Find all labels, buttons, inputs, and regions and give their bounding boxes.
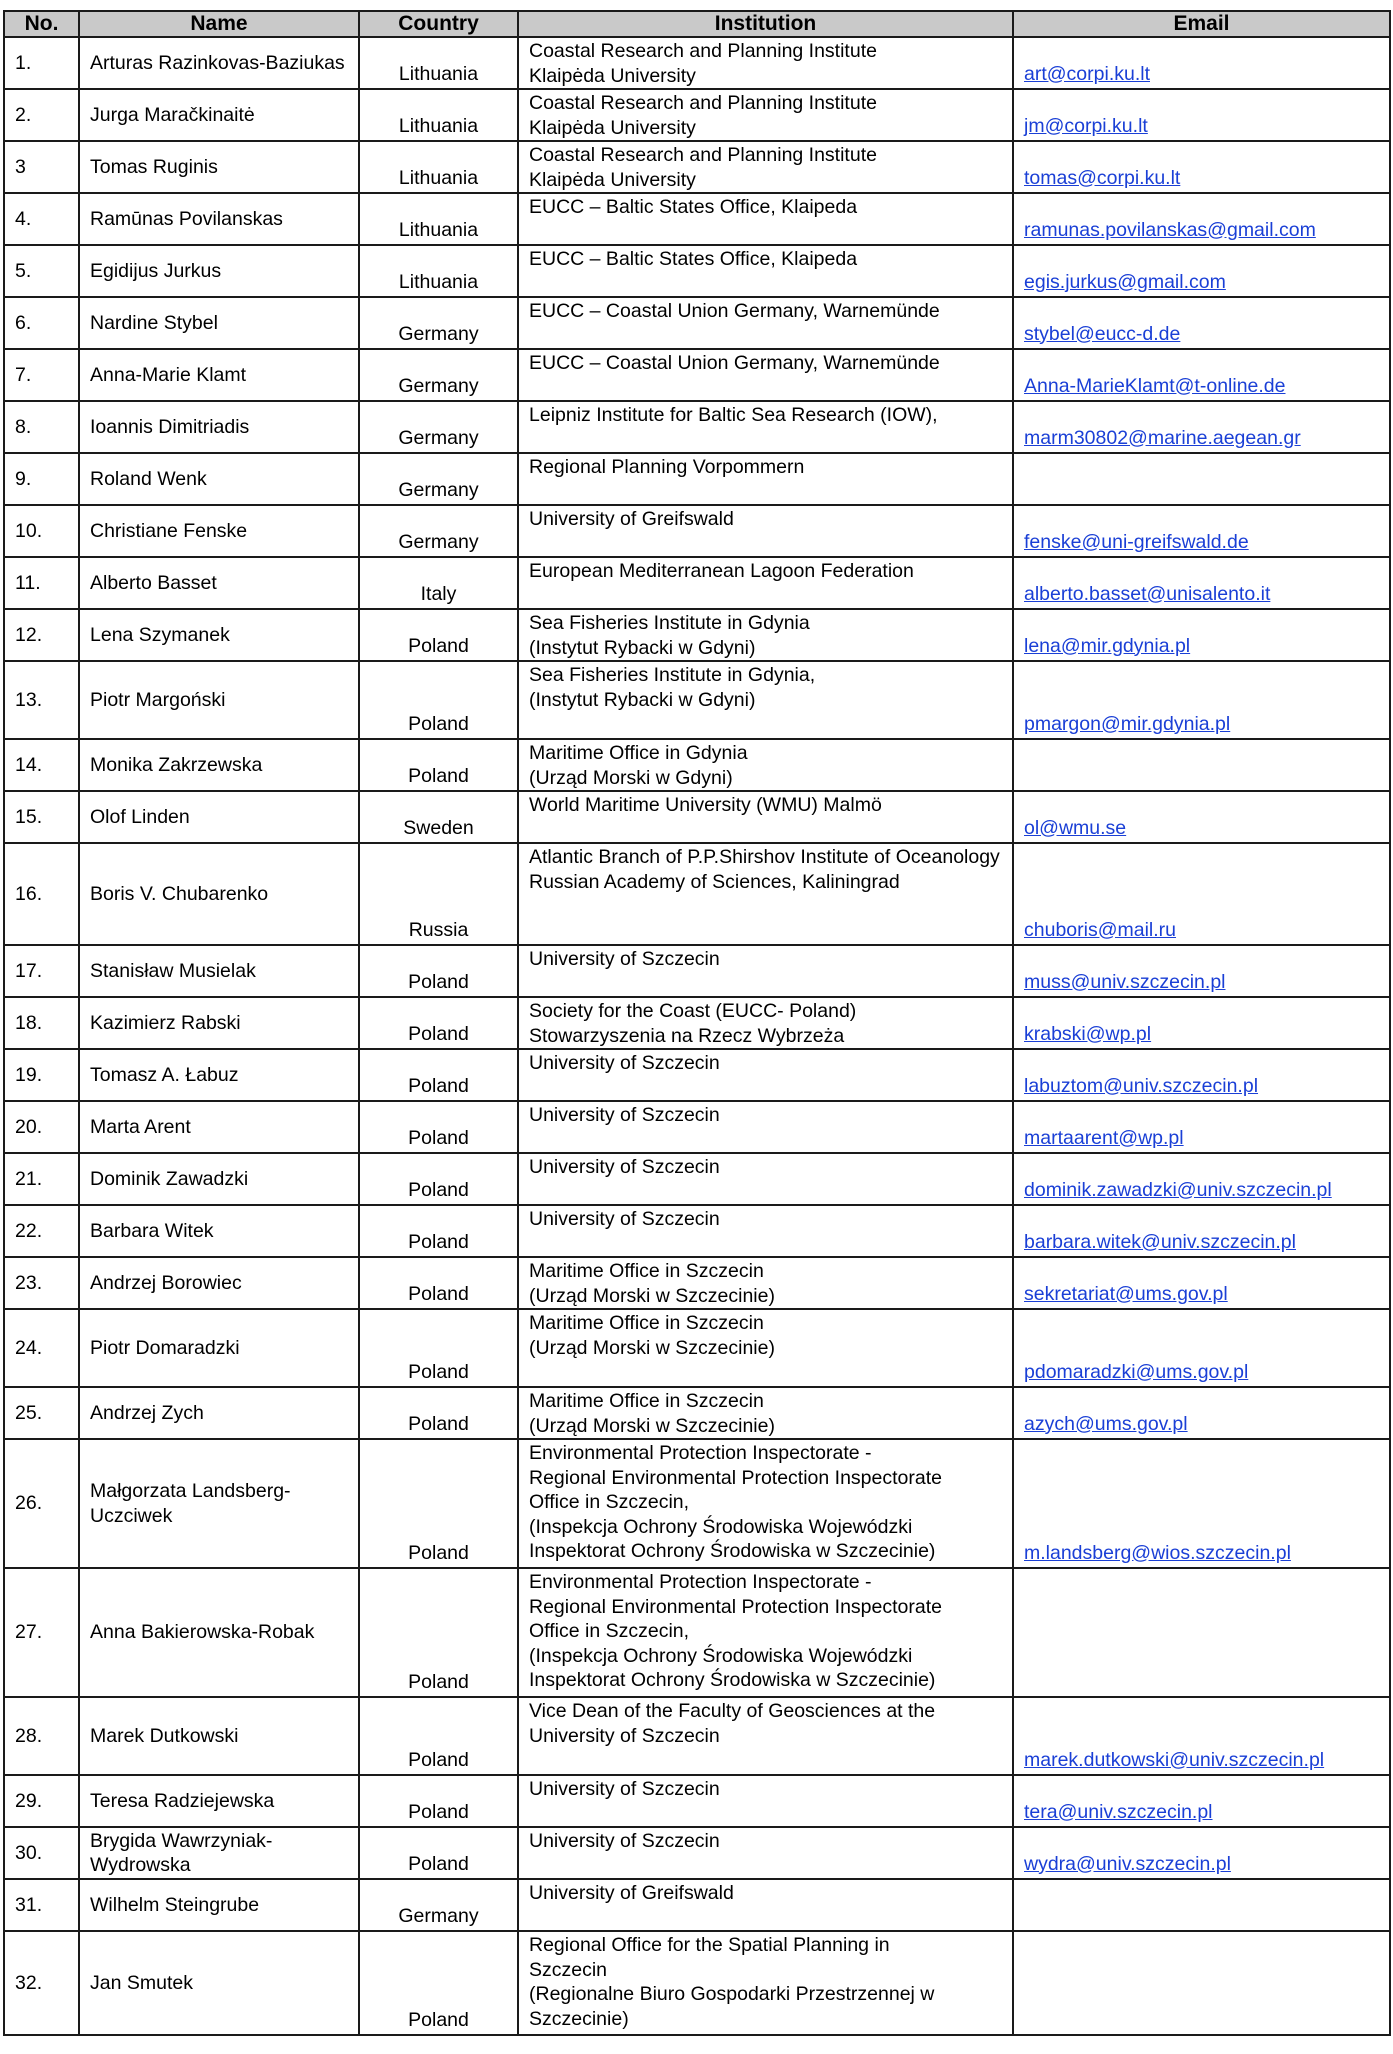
row-number: 17. <box>4 945 79 997</box>
table-row <box>4 739 1390 791</box>
row-number: 3 <box>4 141 79 193</box>
header-row <box>4 11 1390 37</box>
participant-email-cell <box>1013 1931 1390 2035</box>
participant-email-cell <box>1013 1309 1390 1387</box>
participant-email-cell <box>1013 141 1390 193</box>
row-number: 4. <box>4 193 79 245</box>
participant-country: Russia <box>359 843 518 945</box>
participant-email-cell <box>1013 661 1390 739</box>
participant-institution: Atlantic Branch of P.P.Shirshov Institute of Oceanology Russian Academy of Sciences, Kaliningrad <box>518 843 1013 945</box>
row-number: 22. <box>4 1205 79 1257</box>
table-row <box>4 945 1390 997</box>
participant-name: Tomasz A. Łabuz <box>79 1049 359 1101</box>
email-link[interactable]: marek.dutkowski@univ.szczecin.pl <box>1024 1748 1325 1771</box>
participant-country: Poland <box>359 1049 518 1101</box>
email-link[interactable]: alberto.basset@unisalento.it <box>1024 582 1271 605</box>
participant-email-cell <box>1013 843 1390 945</box>
participant-country: Poland <box>359 1697 518 1775</box>
row-number: 1. <box>4 37 79 89</box>
participant-country: Poland <box>359 739 518 791</box>
email-link[interactable]: fenske@uni-greifswald.de <box>1024 530 1249 553</box>
participant-country: Lithuania <box>359 37 518 89</box>
participant-country: Germany <box>359 297 518 349</box>
participant-name: Marek Dutkowski <box>79 1697 359 1775</box>
participant-country: Poland <box>359 1827 518 1879</box>
email-link[interactable]: wydra@univ.szczecin.pl <box>1024 1852 1231 1875</box>
participant-institution: University of Szczecin <box>518 1827 1013 1879</box>
email-link[interactable]: m.landsberg@wios.szczecin.pl <box>1024 1541 1291 1564</box>
participant-country: Sweden <box>359 791 518 843</box>
table-row <box>4 1568 1390 1697</box>
participant-institution: University of Szczecin <box>518 1205 1013 1257</box>
row-number: 32. <box>4 1931 79 2035</box>
table-row <box>4 791 1390 843</box>
participant-name: Wilhelm Steingrube <box>79 1879 359 1931</box>
participant-name: Teresa Radziejewska <box>79 1775 359 1827</box>
participant-institution: Society for the Coast (EUCC- Poland) Stowarzyszenia na Rzecz Wybrzeża <box>518 997 1013 1049</box>
participant-email-cell <box>1013 89 1390 141</box>
email-link[interactable]: stybel@eucc-d.de <box>1024 322 1181 345</box>
participant-institution: Sea Fisheries Institute in Gdynia, (Instytut Rybacki w Gdyni) <box>518 661 1013 739</box>
row-number: 25. <box>4 1387 79 1439</box>
email-link[interactable]: muss@univ.szczecin.pl <box>1024 970 1226 993</box>
participant-country: Lithuania <box>359 89 518 141</box>
participant-name: Anna-Marie Klamt <box>79 349 359 401</box>
participant-name: Anna Bakierowska-Robak <box>79 1568 359 1697</box>
row-number: 7. <box>4 349 79 401</box>
participant-country: Poland <box>359 1101 518 1153</box>
row-number: 31. <box>4 1879 79 1931</box>
participant-email-cell <box>1013 1101 1390 1153</box>
header-name: Name <box>79 11 359 37</box>
row-number: 9. <box>4 453 79 505</box>
row-number: 15. <box>4 791 79 843</box>
participant-email-cell <box>1013 505 1390 557</box>
participant-institution: Coastal Research and Planning Institute Klaipėda University <box>518 141 1013 193</box>
participant-name: Olof Linden <box>79 791 359 843</box>
row-number: 28. <box>4 1697 79 1775</box>
participant-country: Italy <box>359 557 518 609</box>
email-link[interactable]: jm@corpi.ku.lt <box>1024 114 1148 137</box>
participant-email-cell <box>1013 1153 1390 1205</box>
participant-country: Lithuania <box>359 245 518 297</box>
participant-country: Poland <box>359 1439 518 1568</box>
participant-institution: Vice Dean of the Faculty of Geosciences at the University of Szczecin <box>518 1697 1013 1775</box>
row-number: 14. <box>4 739 79 791</box>
participant-name: Nardine Stybel <box>79 297 359 349</box>
table-row <box>4 1439 1390 1568</box>
participants-table <box>3 10 1391 2036</box>
participant-institution: University of Greifswald <box>518 505 1013 557</box>
table-row <box>4 1931 1390 2035</box>
table-row <box>4 141 1390 193</box>
participant-country: Germany <box>359 505 518 557</box>
participant-institution: Sea Fisheries Institute in Gdynia (Instytut Rybacki w Gdyni) <box>518 609 1013 661</box>
email-link[interactable]: barbara.witek@univ.szczecin.pl <box>1024 1230 1296 1253</box>
participant-name: Ramūnas Povilanskas <box>79 193 359 245</box>
participant-email-cell <box>1013 609 1390 661</box>
participant-email-cell <box>1013 739 1390 791</box>
participant-institution: Regional Office for the Spatial Planning in Szczecin (Regionalne Biuro Gospodarki Przestrzennej w Szczecinie) <box>518 1931 1013 2035</box>
email-link[interactable]: dominik.zawadzki@univ.szczecin.pl <box>1024 1178 1332 1201</box>
participant-country: Poland <box>359 1931 518 2035</box>
participant-institution: University of Greifswald <box>518 1879 1013 1931</box>
participant-name: Stanisław Musielak <box>79 945 359 997</box>
participant-name: Egidijus Jurkus <box>79 245 359 297</box>
participant-name: Barbara Witek <box>79 1205 359 1257</box>
participant-country: Poland <box>359 1775 518 1827</box>
participant-name: Andrzej Zych <box>79 1387 359 1439</box>
participant-email-cell <box>1013 557 1390 609</box>
participant-institution: Coastal Research and Planning Institute Klaipėda University <box>518 89 1013 141</box>
email-link[interactable]: Anna-MarieKlamt@t-online.de <box>1024 374 1286 397</box>
table-row <box>4 505 1390 557</box>
participant-name: Lena Szymanek <box>79 609 359 661</box>
participant-name: Piotr Margoński <box>79 661 359 739</box>
participant-country: Poland <box>359 1387 518 1439</box>
participant-country: Lithuania <box>359 193 518 245</box>
participant-name: Brygida Wawrzyniak-Wydrowska <box>79 1827 359 1879</box>
participant-name: Ioannis Dimitriadis <box>79 401 359 453</box>
participant-name: Andrzej Borowiec <box>79 1257 359 1309</box>
table-row <box>4 557 1390 609</box>
participant-country: Germany <box>359 349 518 401</box>
participant-email-cell <box>1013 37 1390 89</box>
participant-institution: European Mediterranean Lagoon Federation <box>518 557 1013 609</box>
table-row <box>4 1049 1390 1101</box>
row-number: 26. <box>4 1439 79 1568</box>
row-number: 30. <box>4 1827 79 1879</box>
table-row <box>4 89 1390 141</box>
row-number: 19. <box>4 1049 79 1101</box>
participant-country: Poland <box>359 1568 518 1697</box>
header-institution: Institution <box>518 11 1013 37</box>
email-link[interactable]: marm30802@marine.aegean.gr <box>1024 426 1301 449</box>
participant-institution: Regional Planning Vorpommern <box>518 453 1013 505</box>
participant-email-cell <box>1013 349 1390 401</box>
table-row <box>4 1153 1390 1205</box>
table-row <box>4 1101 1390 1153</box>
participant-email-cell <box>1013 1827 1390 1879</box>
participant-name: Jan Smutek <box>79 1931 359 2035</box>
participant-institution: Maritime Office in Szczecin (Urząd Morski w Szczecinie) <box>518 1387 1013 1439</box>
email-link[interactable]: lena@mir.gdynia.pl <box>1024 634 1191 657</box>
row-number: 20. <box>4 1101 79 1153</box>
participant-institution: Leipniz Institute for Baltic Sea Research (IOW), <box>518 401 1013 453</box>
table-body <box>4 37 1390 2035</box>
participant-country: Poland <box>359 1153 518 1205</box>
row-number: 24. <box>4 1309 79 1387</box>
email-link[interactable]: egis.jurkus@gmail.com <box>1024 270 1226 293</box>
header-country: Country <box>359 11 518 37</box>
participant-institution: University of Szczecin <box>518 1775 1013 1827</box>
row-number: 11. <box>4 557 79 609</box>
participant-name: Boris V. Chubarenko <box>79 843 359 945</box>
participant-email-cell <box>1013 193 1390 245</box>
participant-email-cell <box>1013 1049 1390 1101</box>
participant-institution: University of Szczecin <box>518 945 1013 997</box>
participant-name: Alberto Basset <box>79 557 359 609</box>
email-link[interactable]: labuztom@univ.szczecin.pl <box>1024 1074 1259 1097</box>
participant-country: Germany <box>359 453 518 505</box>
email-link[interactable]: tera@univ.szczecin.pl <box>1024 1800 1213 1823</box>
email-link[interactable]: chuboris@mail.ru <box>1024 918 1177 941</box>
email-link[interactable]: tomas@corpi.ku.lt <box>1024 166 1181 189</box>
participant-institution: EUCC – Coastal Union Germany, Warnemünde <box>518 349 1013 401</box>
row-number: 8. <box>4 401 79 453</box>
table-row <box>4 609 1390 661</box>
email-link[interactable]: martaarent@wp.pl <box>1024 1126 1184 1149</box>
participant-email-cell <box>1013 1568 1390 1697</box>
participant-name: Tomas Ruginis <box>79 141 359 193</box>
participant-institution: Maritime Office in Szczecin (Urząd Morski w Szczecinie) <box>518 1257 1013 1309</box>
row-number: 23. <box>4 1257 79 1309</box>
participant-institution: Maritime Office in Gdynia (Urząd Morski w Gdyni) <box>518 739 1013 791</box>
header-no: No. <box>4 11 79 37</box>
participant-country: Poland <box>359 1205 518 1257</box>
email-link[interactable]: ol@wmu.se <box>1024 816 1127 839</box>
table-row <box>4 1827 1390 1879</box>
table-row <box>4 1205 1390 1257</box>
table-row <box>4 1775 1390 1827</box>
participant-email-cell <box>1013 1439 1390 1568</box>
row-number: 29. <box>4 1775 79 1827</box>
participant-name: Christiane Fenske <box>79 505 359 557</box>
participant-name: Piotr Domaradzki <box>79 1309 359 1387</box>
table-row <box>4 1697 1390 1775</box>
table-row <box>4 1257 1390 1309</box>
table-row <box>4 453 1390 505</box>
participant-institution: EUCC – Baltic States Office, Klaipeda <box>518 245 1013 297</box>
participant-email-cell <box>1013 1205 1390 1257</box>
row-number: 18. <box>4 997 79 1049</box>
participant-email-cell <box>1013 297 1390 349</box>
participant-institution: Environmental Protection Inspectorate - Regional Environmental Protection Inspectorate Office in Szczecin, (Inspekcja Ochrony Środowiska Wojewódzki Inspektorat Ochrony Środowiska w Szczecinie) <box>518 1439 1013 1568</box>
participant-institution: University of Szczecin <box>518 1101 1013 1153</box>
participant-institution: EUCC – Coastal Union Germany, Warnemünde <box>518 297 1013 349</box>
table-row <box>4 1879 1390 1931</box>
table-row <box>4 193 1390 245</box>
participant-email-cell <box>1013 945 1390 997</box>
row-number: 5. <box>4 245 79 297</box>
participant-country: Poland <box>359 661 518 739</box>
participant-email-cell <box>1013 791 1390 843</box>
participant-email-cell <box>1013 1775 1390 1827</box>
participant-country: Germany <box>359 401 518 453</box>
row-number: 12. <box>4 609 79 661</box>
participant-institution: University of Szczecin <box>518 1049 1013 1101</box>
participant-name: Małgorzata Landsberg-Uczciwek <box>79 1439 359 1568</box>
participant-email-cell <box>1013 1387 1390 1439</box>
table-row <box>4 37 1390 89</box>
participant-country: Poland <box>359 997 518 1049</box>
participant-email-cell <box>1013 1257 1390 1309</box>
table-row <box>4 401 1390 453</box>
row-number: 27. <box>4 1568 79 1697</box>
participant-email-cell <box>1013 401 1390 453</box>
table-row <box>4 843 1390 945</box>
participant-name: Monika Zakrzewska <box>79 739 359 791</box>
participant-country: Germany <box>359 1879 518 1931</box>
row-number: 10. <box>4 505 79 557</box>
participant-country: Poland <box>359 945 518 997</box>
email-link[interactable]: pmargon@mir.gdynia.pl <box>1024 712 1231 735</box>
participant-email-cell <box>1013 453 1390 505</box>
participant-email-cell <box>1013 245 1390 297</box>
participant-institution: EUCC – Baltic States Office, Klaipeda <box>518 193 1013 245</box>
row-number: 13. <box>4 661 79 739</box>
table-row <box>4 997 1390 1049</box>
row-number: 6. <box>4 297 79 349</box>
email-link[interactable]: sekretariat@ums.gov.pl <box>1024 1282 1228 1305</box>
participant-institution: Environmental Protection Inspectorate - Regional Environmental Protection Inspectorate Office in Szczecin, (Inspekcja Ochrony Środowiska Wojewódzki Inspektorat Ochrony Środowiska w Szczecinie) <box>518 1568 1013 1697</box>
participant-country: Poland <box>359 1257 518 1309</box>
participant-name: Jurga Maračkinaitė <box>79 89 359 141</box>
participant-name: Arturas Razinkovas-Baziukas <box>79 37 359 89</box>
row-number: 16. <box>4 843 79 945</box>
email-link[interactable]: krabski@wp.pl <box>1024 1022 1152 1045</box>
participant-country: Poland <box>359 1309 518 1387</box>
participant-country: Lithuania <box>359 141 518 193</box>
participant-name: Marta Arent <box>79 1101 359 1153</box>
participant-name: Dominik Zawadzki <box>79 1153 359 1205</box>
participant-institution: Maritime Office in Szczecin (Urząd Morski w Szczecinie) <box>518 1309 1013 1387</box>
participant-email-cell <box>1013 997 1390 1049</box>
table-row <box>4 245 1390 297</box>
table-row <box>4 661 1390 739</box>
participant-name: Roland Wenk <box>79 453 359 505</box>
email-link[interactable]: azych@ums.gov.pl <box>1024 1412 1188 1435</box>
participant-institution: Coastal Research and Planning Institute Klaipėda University <box>518 37 1013 89</box>
email-link[interactable]: pdomaradzki@ums.gov.pl <box>1024 1360 1249 1383</box>
header-email: Email <box>1013 11 1390 37</box>
participant-country: Poland <box>359 609 518 661</box>
row-number: 21. <box>4 1153 79 1205</box>
row-number: 2. <box>4 89 79 141</box>
table-row <box>4 349 1390 401</box>
participant-institution: University of Szczecin <box>518 1153 1013 1205</box>
table-row <box>4 1309 1390 1387</box>
table-row <box>4 297 1390 349</box>
participant-email-cell <box>1013 1697 1390 1775</box>
participant-name: Kazimierz Rabski <box>79 997 359 1049</box>
table-row <box>4 1387 1390 1439</box>
email-link[interactable]: art@corpi.ku.lt <box>1024 62 1150 85</box>
participant-email-cell <box>1013 1879 1390 1931</box>
participant-institution: World Maritime University (WMU) Malmö <box>518 791 1013 843</box>
email-link[interactable]: ramunas.povilanskas@gmail.com <box>1024 218 1316 241</box>
